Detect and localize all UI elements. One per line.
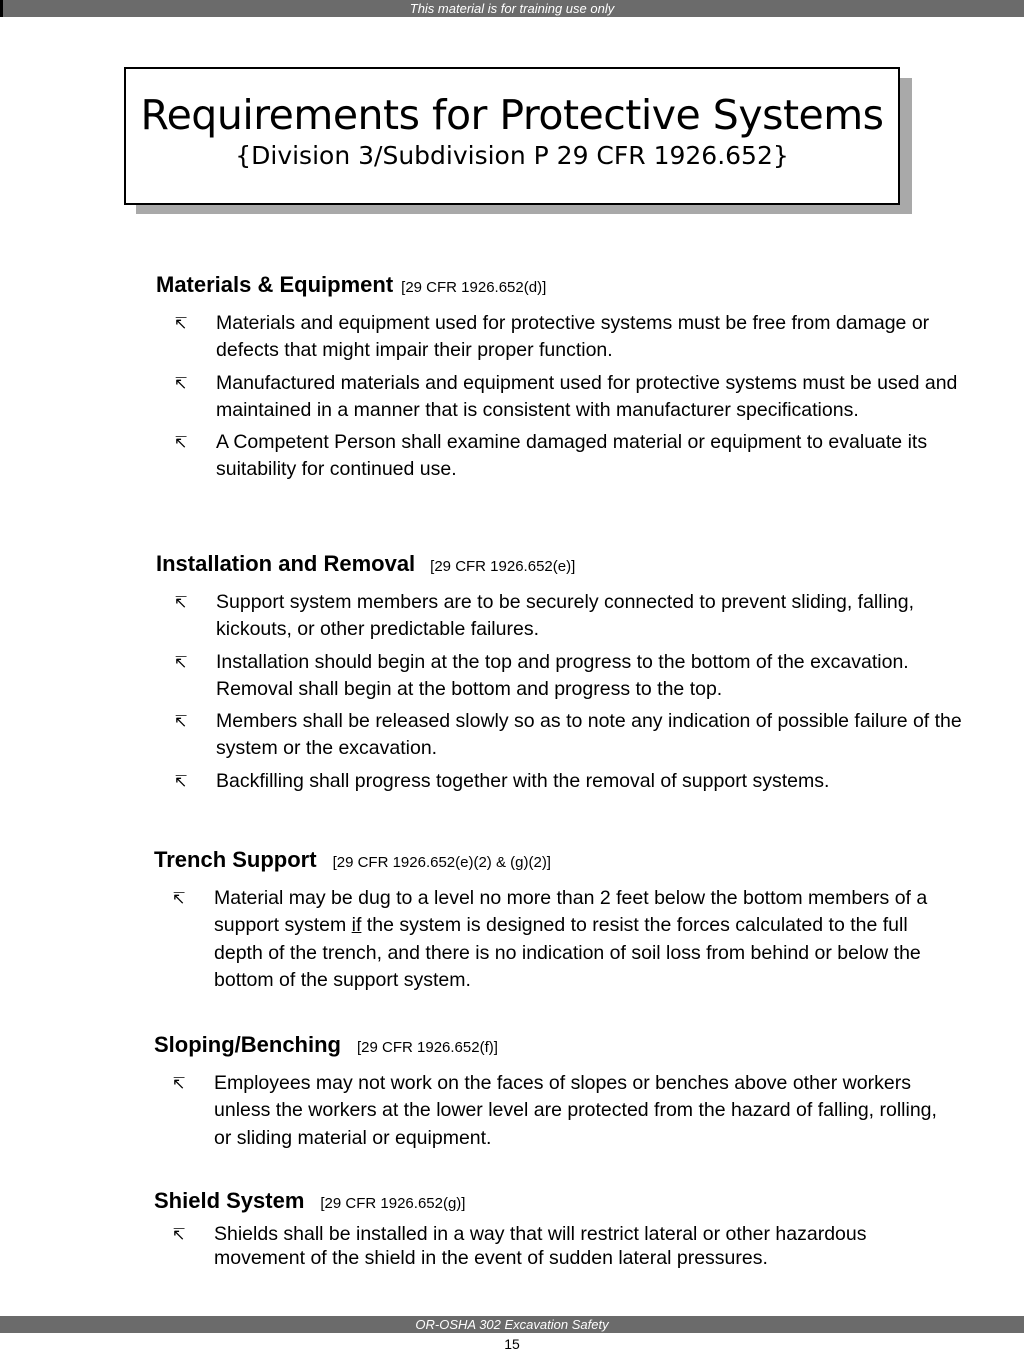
section-title: Shield System [154, 1188, 305, 1213]
list-item [154, 1223, 984, 1270]
section-title: Installation and Removal [156, 551, 416, 576]
list-item [156, 649, 986, 704]
list-item-text: Materials and equipment used for protective systems must be free from damage or defects that might impair their proper function. [216, 312, 930, 362]
page-subtitle: {Division 3/Subdivision P 29 CFR 1926.652} [235, 141, 789, 170]
arrow-bullet-icon: ↸ [172, 889, 186, 908]
page-title: Requirements for Protective Systems [140, 91, 884, 139]
section-reference: [29 CFR 1926.652(g)] [320, 1195, 466, 1212]
section-heading [154, 1032, 984, 1061]
list-item [156, 310, 986, 365]
list-item [156, 429, 986, 484]
arrow-bullet-icon: ↸ [174, 593, 188, 612]
arrow-bullet-icon: ↸ [172, 1074, 186, 1093]
section-reference: [29 CFR 1926.652(e)] [430, 558, 576, 575]
list-item-text: Installation should begin at the top and progress to the bottom of the excavation. Removal shall begin at the bottom and progress to the top. [216, 650, 909, 700]
title-box [124, 67, 900, 205]
list-item-text-part: the system is designed to resist the forces calculated to the full depth of the trench, and there is no indication of soil loss from behind or below the bottom of the support system. [214, 914, 921, 991]
list-item-text: Members shall be released slowly so as to note any indication of possible failure of the system or the excavation. [216, 710, 962, 760]
list-item-text: Support system members are to be securely connected to prevent sliding, falling, kickouts, or other predictable failures. [216, 591, 915, 641]
section-sloping-benching [154, 1032, 984, 1152]
list-item-text: Backfilling shall progress together with the removal of support systems. [216, 769, 830, 792]
header-bar [0, 0, 1024, 17]
list-item [156, 589, 986, 644]
page-number: 15 [504, 1336, 520, 1352]
emphasized-word: if [351, 914, 362, 937]
section-trench-support [154, 847, 984, 994]
section-reference: [29 CFR 1926.652(d)] [401, 279, 547, 296]
bullet-list [154, 1223, 984, 1270]
section-heading [154, 847, 984, 876]
bullet-list [154, 1070, 984, 1152]
arrow-bullet-icon: ↸ [174, 373, 188, 393]
course-title: OR-OSHA 302 Excavation Safety [415, 1317, 609, 1332]
section-title: Sloping/Benching [154, 1032, 341, 1057]
arrow-bullet-icon: ↸ [174, 712, 188, 732]
list-item [156, 708, 986, 763]
arrow-bullet-icon: ↸ [174, 652, 188, 672]
arrow-bullet-icon: ↸ [174, 771, 188, 791]
list-item [154, 885, 984, 994]
section-heading [156, 272, 986, 301]
header-edge-mark [0, 0, 3, 17]
section-title: Trench Support [154, 847, 317, 872]
bullet-list [154, 885, 984, 994]
section-heading [154, 1188, 984, 1217]
section-materials-equipment [156, 272, 986, 484]
arrow-bullet-icon: ↸ [174, 314, 188, 333]
footer-bar [0, 1316, 1024, 1333]
section-heading [156, 551, 986, 580]
list-item-text-part: Material may be dug to a level no more than 2 feet below the bottom members of a support system [214, 887, 928, 937]
section-reference: [29 CFR 1926.652(f)] [357, 1039, 498, 1056]
section-title: Materials & Equipment [156, 272, 394, 297]
list-item-text: Shields shall be installed in a way that will restrict lateral or other hazardous movement of the shield in the event of sudden lateral pressures. [214, 1223, 867, 1269]
training-notice: This material is for training use only [409, 1, 615, 16]
list-item [156, 370, 986, 425]
list-item-text: Manufactured materials and equipment used for protective systems must be used and maintained in a manner that is consistent with manufacturer specifications. [216, 371, 958, 421]
arrow-bullet-icon: ↸ [174, 433, 188, 453]
list-item-text: Employees may not work on the faces of slopes or benches above other workers unless the workers at the lower level are protected from the hazard of falling, rolling, or sliding material or equipment. [214, 1072, 937, 1149]
section-installation-removal [156, 551, 986, 795]
list-item-text [214, 885, 946, 994]
section-reference: [29 CFR 1926.652(e)(2) & (g)(2)] [332, 854, 551, 871]
list-item [154, 1070, 984, 1152]
section-shield-system [154, 1188, 984, 1270]
list-item [156, 768, 986, 795]
bullet-list [156, 589, 986, 795]
list-item-text: A Competent Person shall examine damaged material or equipment to evaluate its suitability for continued use. [216, 431, 928, 481]
bullet-list [156, 310, 986, 484]
arrow-bullet-icon: ↸ [172, 1225, 186, 1244]
